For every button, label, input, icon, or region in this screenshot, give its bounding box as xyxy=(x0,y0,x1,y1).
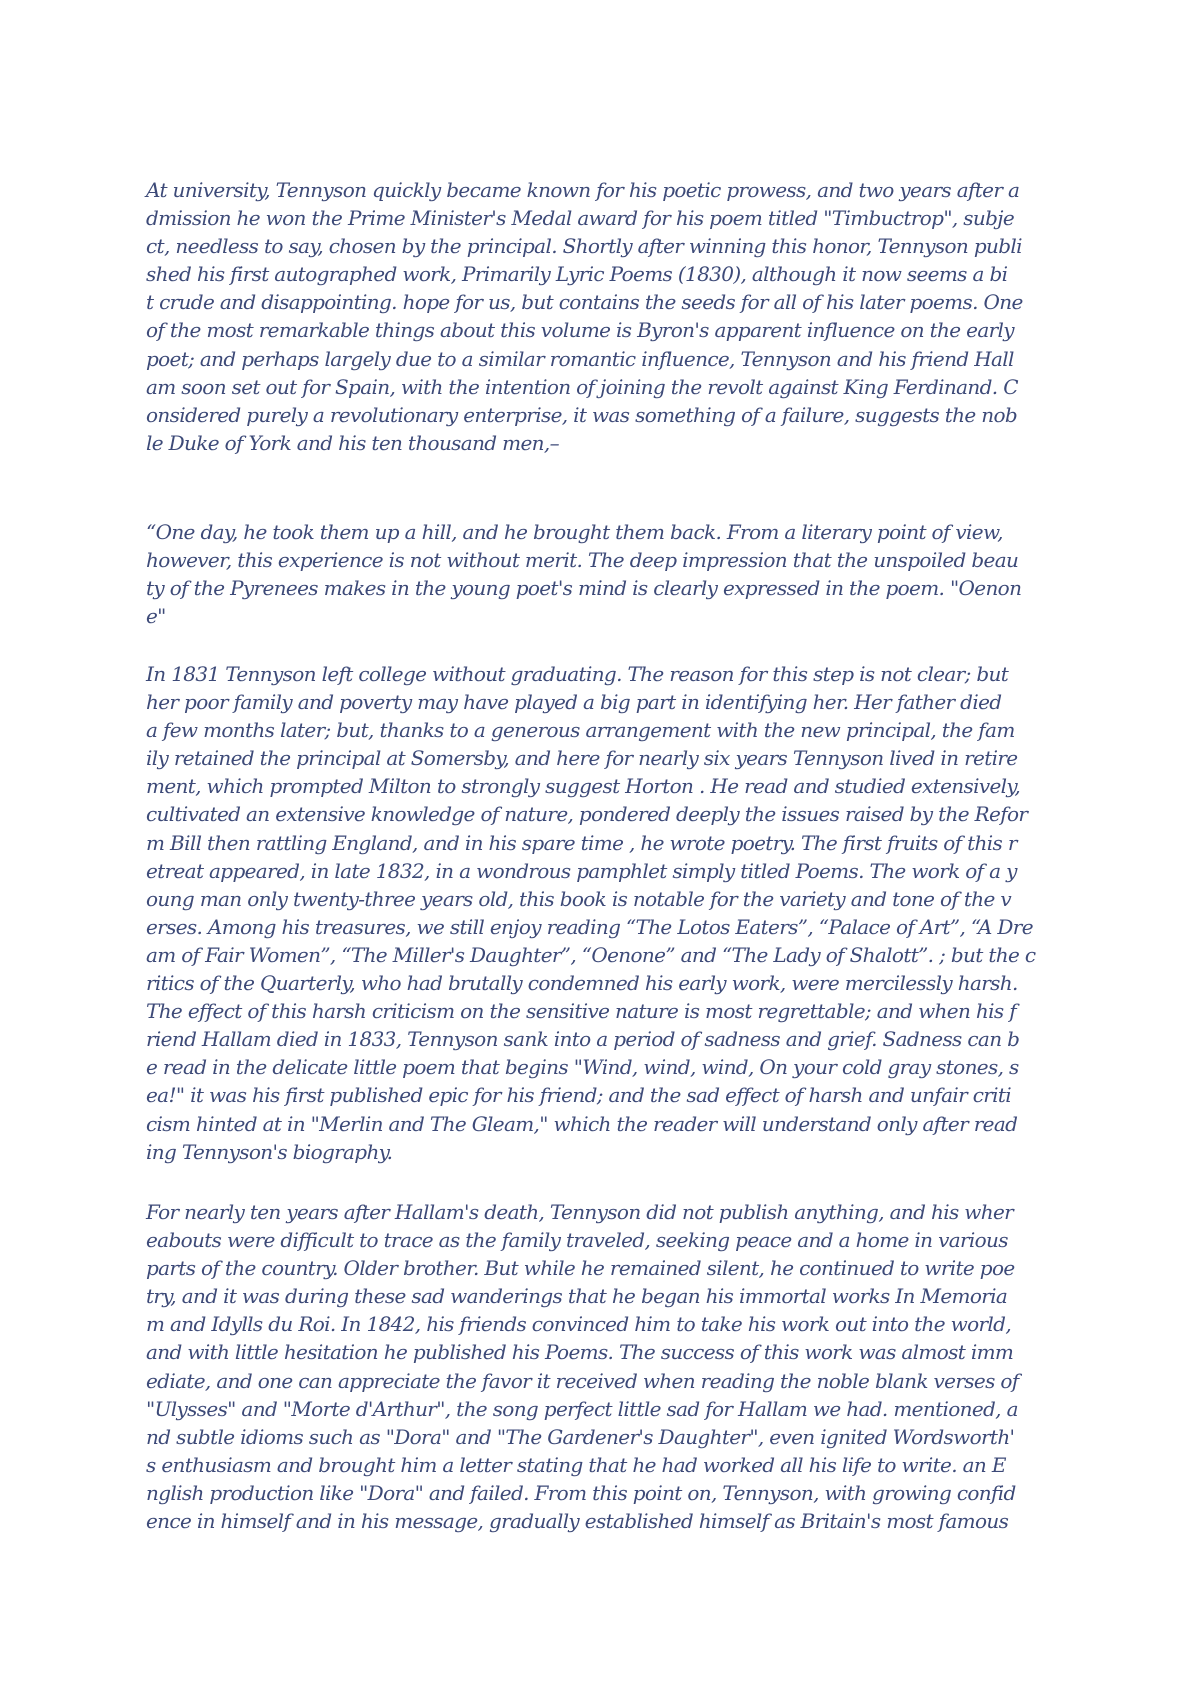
text-line: nglish production like "Dora" and failed. From this point on, Tennyson, with growing confid xyxy=(146,1480,1016,1505)
paragraph-left-college xyxy=(146,660,1066,1166)
text-line: poet; and perhaps largely due to a similar romantic influence, Tennyson and his friend Hall xyxy=(146,346,1014,371)
text-line: e" xyxy=(146,604,166,629)
paragraph-pyrenees xyxy=(146,518,1066,630)
text-line: e read in the delicate little poem that begins "Wind, wind, wind, On your cold gray stones, s xyxy=(146,1055,1019,1080)
text-line: t crude and disappointing. hope for us, but contains the seeds for all of his later poems. One xyxy=(146,290,1023,315)
text-line: For nearly ten years after Hallam's death, Tennyson did not publish anything, and his wher xyxy=(146,1200,1014,1224)
text-line: oung man only twenty-three years old, this book is notable for the variety and tone of the v xyxy=(146,886,1012,911)
text-line: nd subtle idioms such as "Dora" and "The Gardener's Daughter", even ignited Wordsworth' xyxy=(146,1424,1015,1449)
text-line: ritics of the Quarterly, who had brutally condemned his early work, were mercilessly harsh. xyxy=(146,971,1018,996)
text-line: dmission he won the Prime Minister's Medal award for his poem titled "Timbuctrop", subje xyxy=(146,206,1015,231)
text-line: erses. Among his treasures, we still enjoy reading “The Lotos Eaters”, “Palace of Art”, “A Dre xyxy=(146,914,1033,939)
text-line: ily retained the principal at Somersby, and here for nearly six years Tennyson lived in retire xyxy=(146,746,1018,771)
text-line: cism hinted at in "Merlin and The Gleam," which the reader will understand only after read xyxy=(146,1111,1018,1136)
text-line: ty of the Pyrenees makes in the young poet's mind is clearly expressed in the poem. "Oenon xyxy=(146,576,1022,601)
text-line: am soon set out for Spain, with the intention of joining the revolt against King Ferdinand. C xyxy=(146,374,1018,399)
text-line: At university, Tennyson quickly became known for his poetic prowess, and two years after a xyxy=(146,178,1020,202)
text-line: etreat appeared, in late 1832, in a wondrous pamphlet simply titled Poems. The work of a y xyxy=(146,858,1017,883)
paragraph-university xyxy=(146,176,1066,457)
text-line: ing Tennyson's biography. xyxy=(146,1139,393,1164)
text-line: riend Hallam died in 1833, Tennyson sank into a period of sadness and grief. Sadness can b xyxy=(146,1027,1020,1052)
text-line: m and Idylls du Roi. In 1842, his friends convinced him to take his work out into the world, xyxy=(146,1312,1012,1337)
text-line: am of Fair Women”, “The Miller's Daughter”, “Oenone” and “The Lady of Shalott”. ; but the c xyxy=(146,942,1036,967)
text-line: try, and it was during these sad wanderings that he began his immortal works In Memoria xyxy=(146,1284,1008,1309)
text-line: eabouts were difficult to trace as the family traveled, seeking peace and a home in various xyxy=(146,1228,1008,1253)
text-line: her poor family and poverty may have played a big part in identifying her. Her father died xyxy=(146,690,1002,715)
text-line: cultivated an extensive knowledge of nature, pondered deeply the issues raised by the Refor xyxy=(146,802,1028,827)
paragraph-after-hallam xyxy=(146,1198,1066,1535)
text-line: In 1831 Tennyson left college without graduating. The reason for this step is not clear; but xyxy=(146,662,1009,686)
text-line: shed his first autographed work, Primarily Lyric Poems (1830), although it now seems a bi xyxy=(146,262,1008,287)
text-line: ediate, and one can appreciate the favor it received when reading the noble blank verses of xyxy=(146,1368,1019,1393)
text-line: ment, which prompted Milton to strongly suggest Horton . He read and studied extensively, xyxy=(146,774,1021,799)
text-line: however, this experience is not without merit. The deep impression that the unspoiled beau xyxy=(146,548,1019,573)
text-line: ea!" it was his first published epic for his friend; and the sad effect of harsh and unfair criti xyxy=(146,1083,1012,1108)
text-line: m Bill then rattling England, and in his spare time , he wrote poetry. The first fruits of this r xyxy=(146,830,1017,855)
text-line: of the most remarkable things about this volume is Byron's apparent influence on the early xyxy=(146,318,1014,343)
text-line: le Duke of York and his ten thousand men,– xyxy=(146,430,559,455)
text-line: The effect of this harsh criticism on the sensitive nature is most regrettable; and when his f xyxy=(146,999,1016,1024)
text-line: ence in himself and in his message, gradually established himself as Britain's most famous xyxy=(146,1509,1009,1534)
text-line: ct, needless to say, chosen by the principal. Shortly after winning this honor, Tennyson publi xyxy=(146,234,1022,259)
text-line: a few months later; but, thanks to a generous arrangement with the new principal, the fam xyxy=(146,718,1015,743)
text-line: s enthusiasm and brought him a letter stating that he had worked all his life to write. an E xyxy=(146,1452,1006,1477)
text-line: onsidered purely a revolutionary enterprise, it was something of a failure, suggests the nob xyxy=(146,402,1018,427)
text-line: “One day, he took them up a hill, and he brought them back. From a literary point of view, xyxy=(146,520,1003,544)
text-line: "Ulysses" and "Morte d'Arthur", the song perfect little sad for Hallam we had. mentioned, a xyxy=(146,1396,1018,1421)
text-line: and with little hesitation he published his Poems. The success of this work was almost imm xyxy=(146,1340,1014,1365)
text-line: parts of the country. Older brother. But while he remained silent, he continued to write poe xyxy=(146,1256,1015,1281)
